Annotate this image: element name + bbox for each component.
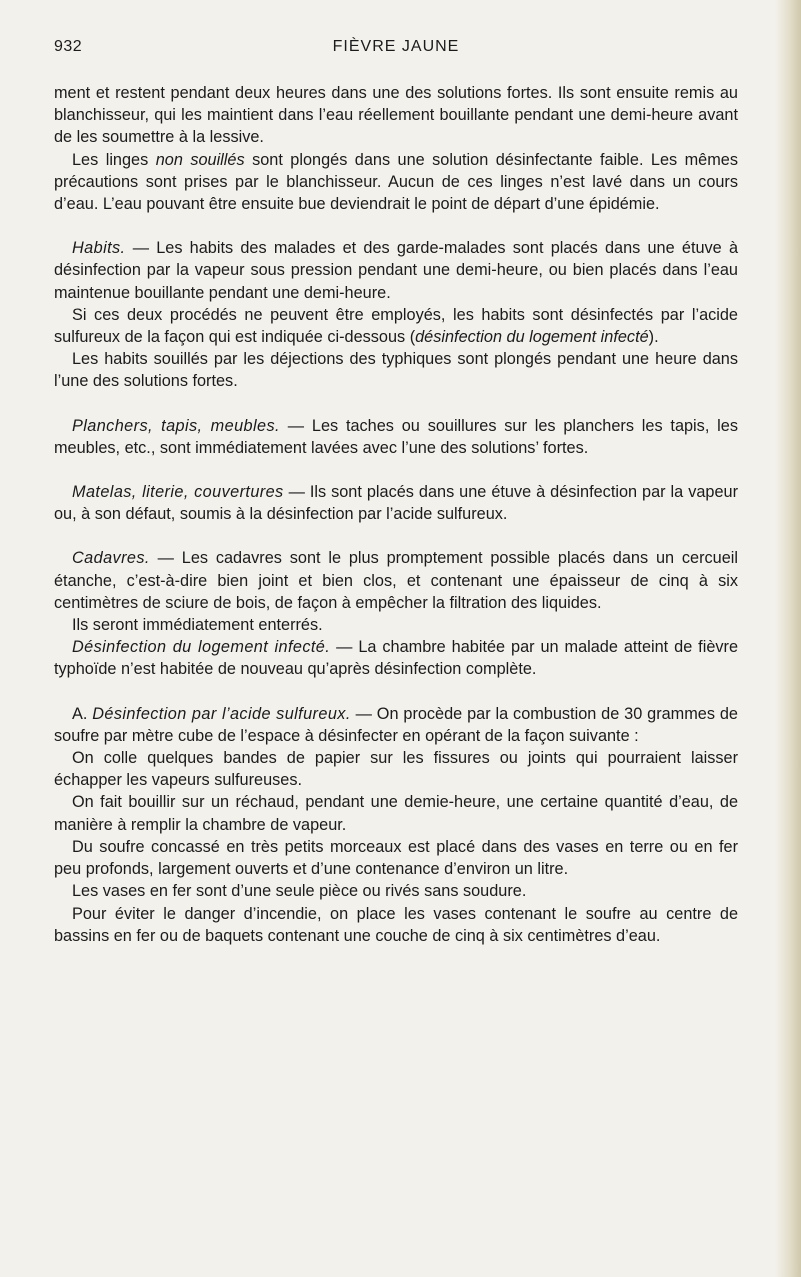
paragraph-text: — Les habits des malades et des garde-malades sont placés dans une étuve à désinfection par la vapeur sous pression pendant une demi-heure, ou bien placés dans l’eau maintenue bouillante pendant une demi-heure.	[54, 239, 738, 302]
paragraph-text: — La chambre habitée par un malade atteint de fièvre typhoïde n’est habitée de nouveau qu’après désinfection complète.	[54, 638, 738, 679]
italic-cross-reference: désinfection du logement infecté	[415, 328, 649, 347]
page-number: 932	[54, 38, 83, 55]
paragraph-text: — Les taches ou souillures sur les planchers les tapis, les meubles, etc., sont immédiatement lavées avec l’une des solutions’ fortes.	[54, 416, 738, 457]
paragraph-text: On colle quelques bandes de papier sur les fissures ou joints qui pourraient laisser échapper les vapeurs sulfureuses.	[54, 749, 738, 790]
paragraph-text: Les vases en fer sont d’une seule pièce ou rivés sans soudure.	[72, 882, 527, 901]
paragraph-sulfurous-acid-alternative	[54, 304, 738, 348]
paragraph-text: Les habits souillés par les déjections des typhiques sont plongés pendant une heure dans l’une des solutions fortes.	[54, 350, 738, 391]
paragraph-text: — Les cadavres sont le plus promptement possible placés dans un cercueil étanche, c’est-à-dire bien joint et bien clos, et contenant une épaisseur de cinq à six centimètres de sciure de bois, de façon à empêcher la filtration des liquides.	[54, 549, 738, 612]
section-heading: Planchers, tapis, meubles.	[72, 416, 280, 435]
paragraph-text: Pour éviter le danger d’incendie, on place les vases contenant le soufre au centre de bassins en fer ou de baquets contenant une couche de cinq à six centimètres d’eau.	[54, 904, 738, 945]
section-heading: Désinfection par l’acide sulfureux.	[92, 704, 351, 723]
section-sulfurous-acid-method	[54, 703, 738, 747]
page-edge-shadow	[775, 0, 801, 1277]
section-floors-carpets-furniture	[54, 415, 738, 459]
paragraph-burial	[54, 614, 738, 636]
section-heading: Matelas, literie, couvertures	[72, 483, 284, 502]
section-letter: A.	[72, 704, 93, 723]
paragraph-text: On fait bouillir sur un réchaud, pendant une demie-heure, une certaine quantité d’eau, de manière à remplir la chambre de vapeur.	[54, 793, 738, 834]
paragraph-non-soiled-linens	[54, 149, 738, 216]
paragraph-text: Du soufre concassé en très petits morceaux est placé dans des vases en terre ou en fer peu profonds, largement ouverts et d’une contenance d’environ un litre.	[54, 837, 738, 879]
section-corpses	[54, 547, 738, 614]
section-heading: Désinfection du logement infecté.	[72, 638, 331, 657]
paragraph-crushed-sulfur	[54, 836, 738, 880]
paragraph-fire-prevention	[54, 903, 738, 947]
section-mattresses-bedding	[54, 481, 738, 525]
paragraph-text: ).	[648, 328, 659, 347]
paragraph-text: Si ces deux procédés ne peuvent être employés, les habits sont désinfectés par l’acide sulfureux de la façon qui est indiquée ci-dessous (	[54, 305, 738, 347]
section-heading: Cadavres.	[72, 549, 150, 568]
running-title: FIÈVRE JAUNE	[332, 38, 460, 55]
section-habits	[54, 237, 738, 304]
section-heading: Habits.	[72, 239, 126, 258]
paragraph-text: — Ils sont placés dans une étuve à désinfection par la vapeur ou, à son défaut, soumis à la désinfection par l’acide sulfureux.	[54, 483, 738, 524]
running-header	[54, 38, 738, 64]
italic-emphasis: non souillés	[155, 150, 245, 169]
paragraph-paper-strips	[54, 747, 738, 791]
paragraph-boiling-water	[54, 791, 738, 835]
paragraph-text: — On procède par la combustion de 30 grammes de soufre par mètre cube de l’espace à désinfecter en opérant de la façon suivante :	[54, 704, 738, 745]
paragraph-text: Les linges	[72, 150, 156, 169]
section-dwelling-disinfection	[54, 636, 738, 680]
paragraph-text: ment et restent pendant deux heures dans une des solutions fortes. Ils sont ensuite remis au blanchisseur, qui les maintient dans l’eau réellement bouillante pendant une demi-heure avant de les soumettre à la lessive.	[54, 84, 738, 147]
paragraph-text: sont plongés dans une solution désinfectante faible. Les mêmes précautions sont prises par le blanchisseur. Aucun de ces linges n’est lavé dans un cours d’eau. L’eau pouvant être ensuite bue deviendrait le point de départ d’une épidémie.	[54, 150, 738, 214]
paragraph-continuation	[54, 82, 738, 149]
paragraph-soiled-habits	[54, 348, 738, 392]
paragraph-text: Ils seront immédiatement enterrés.	[72, 616, 323, 635]
paragraph-iron-vases	[54, 880, 738, 902]
body-text	[54, 82, 738, 947]
